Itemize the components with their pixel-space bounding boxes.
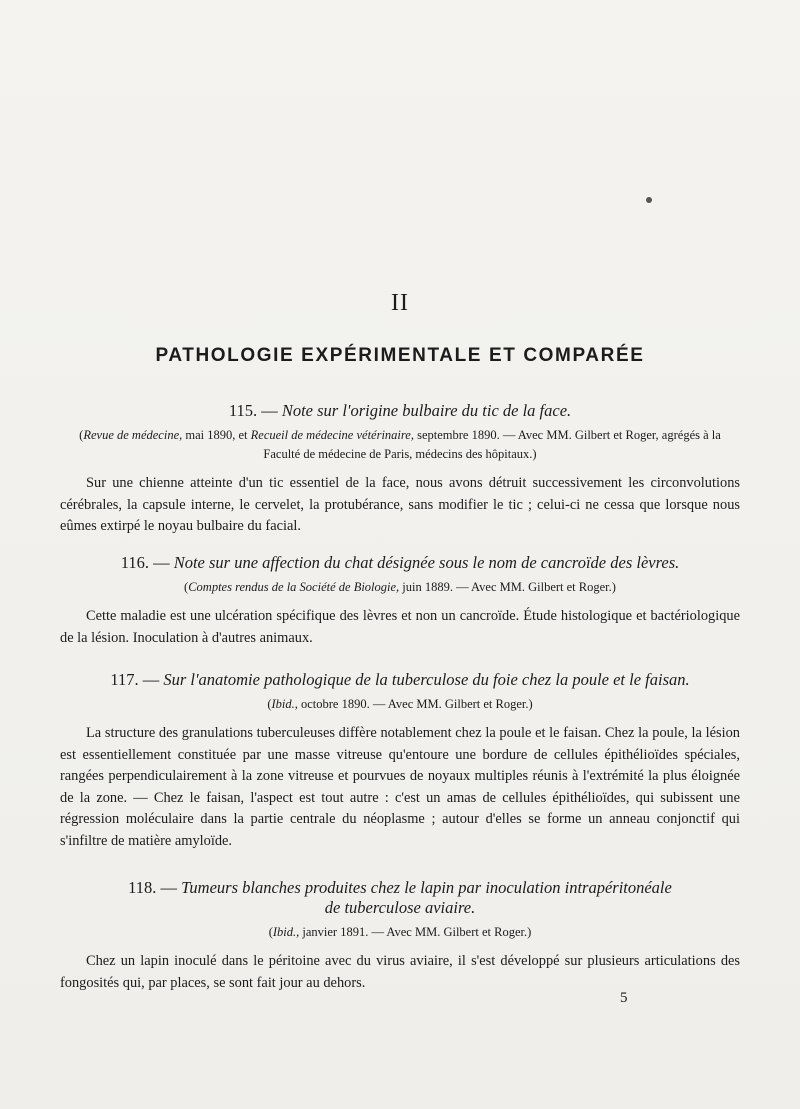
entry-reference bbox=[60, 426, 740, 464]
entry-115 bbox=[60, 401, 740, 538]
ref-source: Comptes rendus de la Société de Biologie, bbox=[188, 580, 400, 594]
entry-heading bbox=[60, 401, 740, 421]
entry-number: 117. — bbox=[110, 670, 160, 689]
ref-source-2: Recueil de médecine vétérinaire, bbox=[250, 428, 414, 442]
entry-title: Note sur l'origine bulbaire du tic de la face. bbox=[281, 401, 572, 420]
ref-source: Ibid., bbox=[271, 697, 298, 711]
entry-body: Cette maladie est une ulcération spécifique des lèvres et non un cancroïde. Étude histologique et bactériologique de la lésion. Inoculation à d'autres animaux. bbox=[60, 608, 740, 646]
ref-paren: ( bbox=[268, 925, 273, 939]
entry-number: 115. — bbox=[228, 401, 278, 420]
ref-source: Ibid., bbox=[272, 925, 300, 939]
entry-body: Sur une chienne atteinte d'un tic essentiel de la face, nous avons détruit successivement les circonvolutions cérébrales, la capsule interne, le cervelet, la protubérance, sans modifier le tic ; celui-ci ne cessa que lorsque nous eûmes extirpé le noyau bulbaire du facial. bbox=[60, 475, 740, 534]
ref-details: septembre 1890. — Avec MM. Gilbert et Roger, agrégés à la Faculté de médecine de Paris, médecins des hôpitaux.) bbox=[263, 428, 721, 461]
entry-title: Sur l'anatomie pathologique de la tuberculose du foie chez la poule et le faisan. bbox=[163, 670, 690, 689]
entry-body: Chez un lapin inoculé dans le péritoine avec du virus aviaire, il s'est développé sur plusieurs articulations des fongosités qui, par places, se sont fait jour au dehors. bbox=[60, 953, 740, 991]
section-numeral: II bbox=[391, 290, 409, 316]
entry-117 bbox=[60, 670, 740, 852]
entry-heading bbox=[60, 670, 740, 690]
entry-body: La structure des granulations tuberculeuses diffère notablement chez la poule et le faisan. Chez la poule, la lésion est essentiellement constituée par une masse vitreuse qu'entoure une bordure de cellules épithélioïdes spéciales, rangées perpendiculairement à la zone vitreuse et pourvues de noyaux multiples réunis à l'extrémité la plus éloignée de la zone. — Chez le faisan, l'aspect est tout autre : c'est un amas de cellules épithélioïdes, qui subissent une régression moléculaire dans la partie centrale du néoplasme ; autour d'elles se forme un anneau conjonctif qui s'infiltre de matière amyloïde. bbox=[60, 725, 740, 849]
entry-116 bbox=[60, 553, 740, 649]
entry-reference bbox=[60, 695, 740, 714]
page-number: 5 bbox=[620, 990, 628, 1006]
entry-title-line-2: de tuberculose aviaire. bbox=[324, 898, 476, 917]
ref-paren: ( bbox=[184, 580, 189, 594]
entry-reference bbox=[60, 923, 740, 942]
entry-title-line-1: Tumeurs blanches produites chez le lapin par inoculation intrapéritonéale bbox=[181, 878, 672, 897]
ref-mid: mai 1890, et bbox=[182, 428, 251, 442]
section-title: PATHOLOGIE EXPÉRIMENTALE ET COMPARÉE bbox=[155, 345, 645, 366]
entry-118 bbox=[60, 878, 740, 994]
ref-details: janvier 1891. — Avec MM. Gilbert et Roger.) bbox=[299, 925, 532, 939]
ref-details: juin 1889. — Avec MM. Gilbert et Roger.) bbox=[399, 580, 616, 594]
entry-heading bbox=[60, 878, 740, 918]
entry-number: 116. — bbox=[120, 553, 170, 572]
ref-paren: ( bbox=[79, 428, 84, 442]
ref-details: octobre 1890. — Avec MM. Gilbert et Roger.) bbox=[297, 697, 533, 711]
entry-reference bbox=[60, 578, 740, 597]
entry-heading bbox=[60, 553, 740, 573]
ref-source: Revue de médecine, bbox=[83, 428, 183, 442]
ink-speck bbox=[646, 197, 652, 203]
entry-title: Note sur une affection du chat désignée sous le nom de cancroïde des lèvres. bbox=[173, 553, 680, 572]
entry-number: 118. — bbox=[128, 878, 178, 897]
ref-paren: ( bbox=[267, 697, 272, 711]
